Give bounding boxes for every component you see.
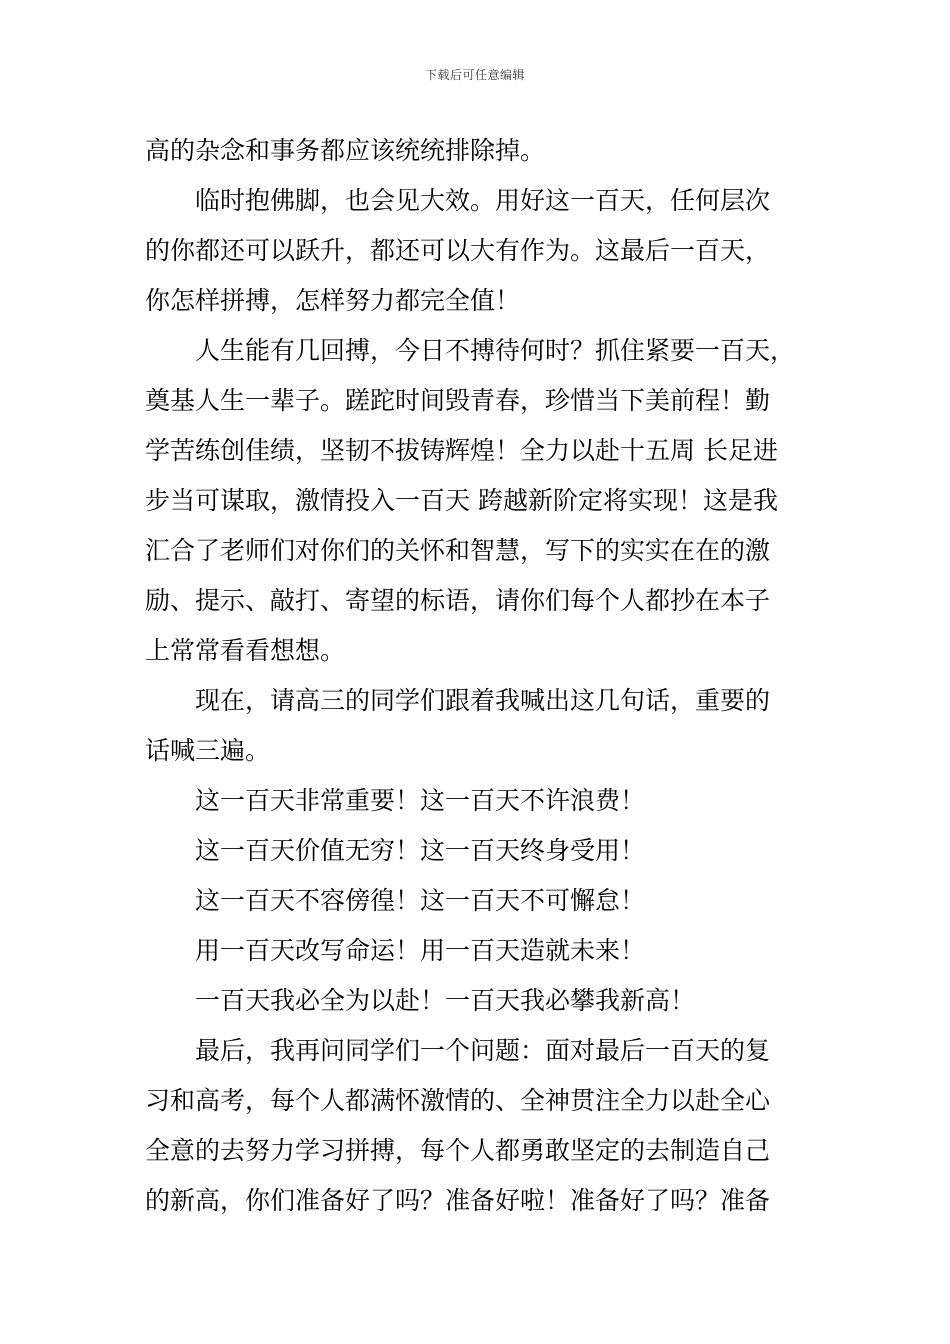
text-line: 步当可谋取，激情投入一百天 跨越新阶定将实现！这是我 <box>145 486 778 515</box>
text-line: 奠基人生一辈子。蹉跎时间毁青春，珍惜当下美前程！勤 <box>145 386 771 415</box>
text-line: 一百天我必全为以赴！一百天我必攀我新高！ <box>195 986 696 1015</box>
text-line: 临时抱佛脚，也会见大效。用好这一百天，任何层次 <box>195 186 771 215</box>
text-line: 学苦练创佳绩，坚韧不拔铸辉煌！全力以赴十五周 长足进 <box>145 436 778 465</box>
text-line: 高的杂念和事务都应该统统排除掉。 <box>145 136 546 165</box>
text-line: 这一百天不容傍徨！这一百天不可懈怠！ <box>195 886 646 915</box>
text-line: 全意的去努力学习拼搏，每个人都勇敢坚定的去制造自己 <box>145 1136 771 1165</box>
text-line: 这一百天非常重要！这一百天不许浪费！ <box>195 786 646 815</box>
header-note: 下载后可任意编辑 <box>424 68 525 82</box>
text-line: 你怎样拼搏，怎样努力都完全值！ <box>145 286 521 315</box>
text-line: 习和高考，每个人都满怀激情的、全神贯注全力以赴全心 <box>145 1086 771 1115</box>
text-line: 话喊三遍。 <box>145 736 271 765</box>
text-line: 用一百天改写命运！用一百天造就未来！ <box>195 936 646 965</box>
text-line: 励、提示、敲打、寄望的标语，请你们每个人都抄在本子 <box>145 586 771 615</box>
text-line: 最后，我再问同学们一个问题：面对最后一百天的复 <box>195 1036 771 1065</box>
text-line: 现在，请高三的同学们跟着我喊出这几句话，重要的 <box>195 686 771 715</box>
text-line: 的新高，你们准备好了吗？准备好啦！准备好了吗？准备 <box>145 1186 771 1215</box>
text-line: 人生能有几回搏，今日不搏待何时？抓住紧要一百天， <box>195 336 796 365</box>
text-line: 这一百天价值无穷！这一百天终身受用！ <box>195 836 646 865</box>
document-body <box>145 126 810 1226</box>
text-line: 汇合了老师们对你们的关怀和智慧，写下的实实在在的激 <box>145 536 771 565</box>
text-line: 的你都还可以跃升，都还可以大有作为。这最后一百天， <box>145 236 771 265</box>
text-line: 上常常看看想想。 <box>145 636 346 665</box>
